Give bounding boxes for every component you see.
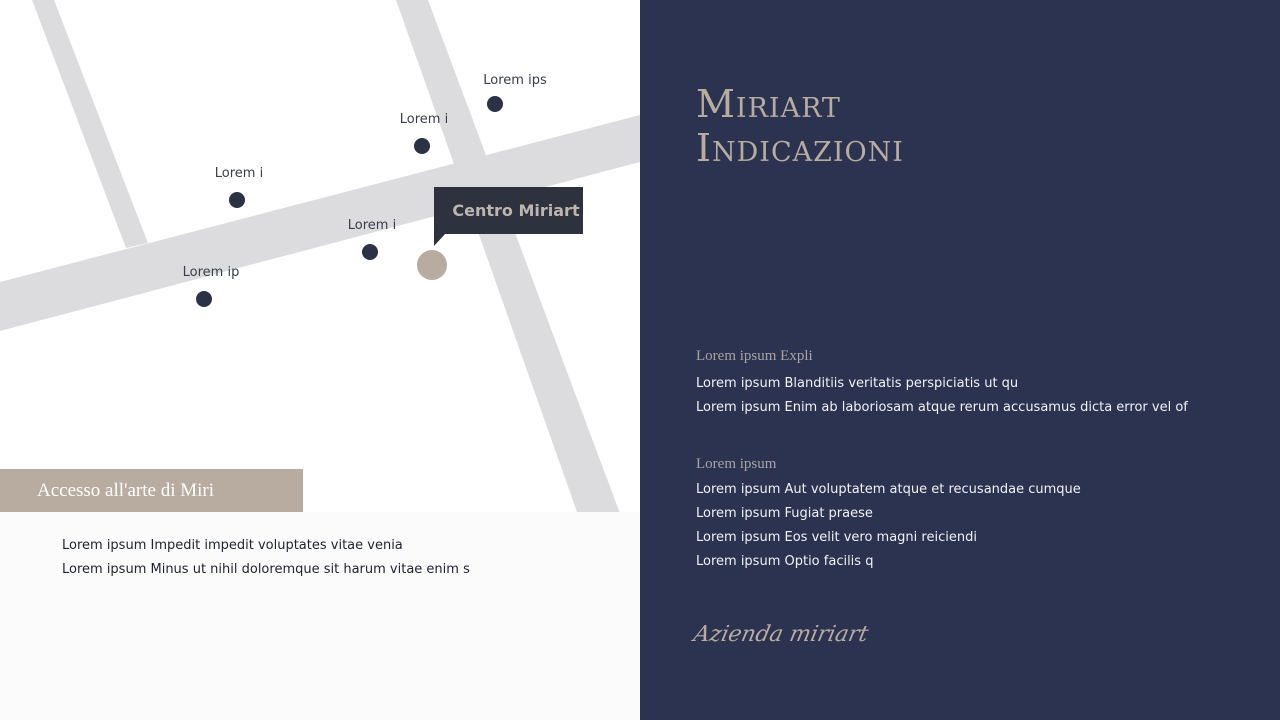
access-panel	[0, 512, 640, 720]
poi-marker[interactable]	[414, 138, 430, 154]
callout-pointer	[434, 233, 446, 246]
poi-label: Lorem ip	[182, 265, 240, 280]
poi-marker[interactable]	[196, 291, 212, 307]
section-line: Lorem ipsum Enim ab laboriosam atque rerum accusamus dicta error vel of	[696, 400, 1188, 415]
poi-label: Lorem i	[214, 166, 264, 181]
title-line-2: Indicazioni	[696, 126, 904, 170]
section-line: Lorem ipsum Aut voluptatem atque et recusandae cumque	[696, 482, 1081, 497]
poi-label: Lorem i	[399, 112, 449, 127]
company-signature: Azienda miriart	[691, 622, 871, 647]
poi-marker[interactable]	[229, 192, 245, 208]
poi-label: Lorem i	[347, 218, 397, 233]
section-heading: Lorem ipsum Expli	[696, 348, 813, 364]
page-title	[696, 82, 904, 170]
section-line: Lorem ipsum Eos velit vero magni reiciendi	[696, 530, 977, 545]
poi-label: Lorem ips	[483, 73, 547, 88]
location-callout: Centro Miriart	[434, 187, 583, 234]
directions-panel	[640, 0, 1280, 720]
center-location-marker[interactable]	[417, 250, 447, 280]
access-line: Lorem ipsum Impedit impedit voluptates vitae venia	[62, 538, 403, 553]
section-line: Lorem ipsum Optio facilis q	[696, 554, 874, 569]
section-line: Lorem ipsum Fugiat praese	[696, 506, 873, 521]
access-line: Lorem ipsum Minus ut nihil doloremque sit harum vitae enim s	[62, 562, 470, 577]
access-heading: Accesso all'arte di Miri	[0, 469, 303, 512]
poi-marker[interactable]	[487, 96, 503, 112]
title-line-1: Miriart	[696, 82, 841, 126]
section-line: Lorem ipsum Blanditiis veritatis perspiciatis ut qu	[696, 376, 1019, 391]
road-diagonal-west	[32, 0, 148, 248]
section-heading: Lorem ipsum	[696, 456, 777, 472]
poi-marker[interactable]	[362, 244, 378, 260]
